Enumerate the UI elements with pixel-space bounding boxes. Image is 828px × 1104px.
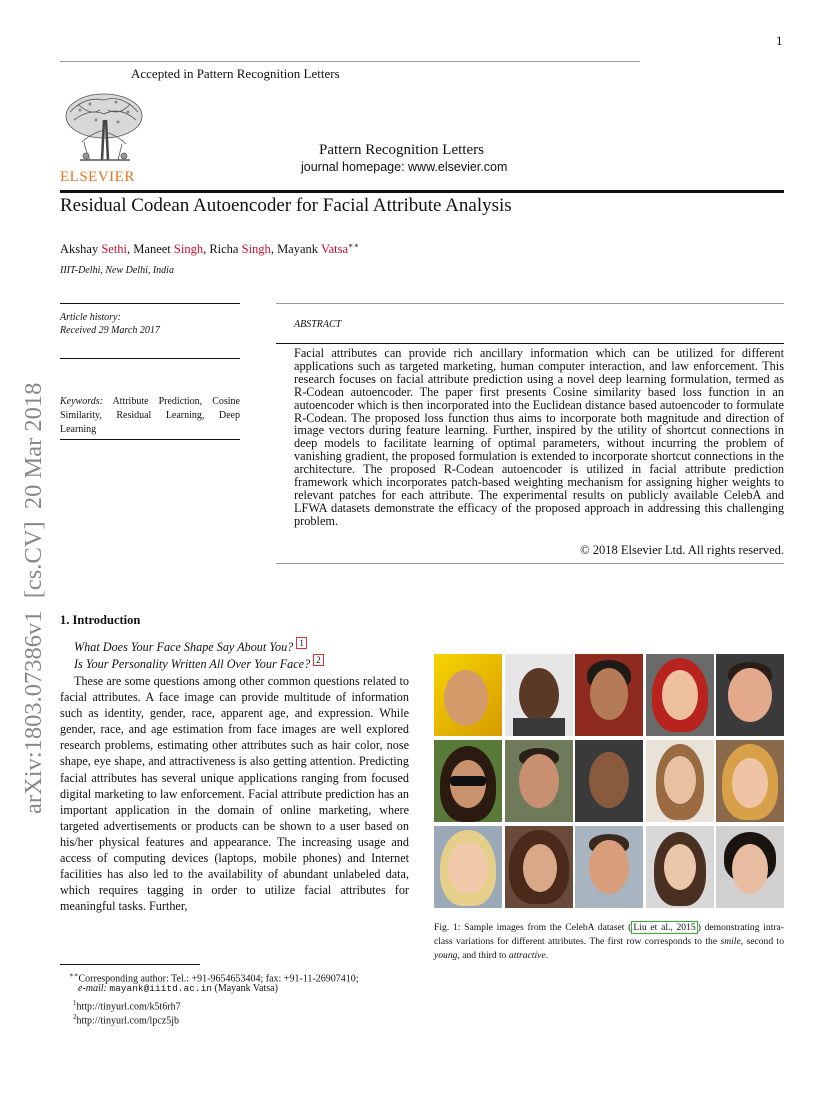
- face-thumbnail: [575, 654, 643, 736]
- paper-title: Residual Codean Autoencoder for Facial Attribute Analysis: [60, 195, 512, 216]
- footnote-email: e-mail: mayank@iiitd.ac.in (Mayank Vatsa): [78, 983, 278, 994]
- author-last-name: Singh: [173, 242, 204, 257]
- author-list: Akshay Sethi, Maneet Singh, Richa Singh, Mayank Vatsa∗∗: [60, 241, 359, 257]
- keywords: Keywords: Attribute Prediction, Cosine Similarity, Residual Learning, Deep Learning: [60, 396, 240, 435]
- face-thumbnail: [505, 654, 573, 736]
- affiliation: IIIT-Delhi, New Delhi, India: [60, 265, 174, 276]
- accepted-note: Accepted in Pattern Recognition Letters: [131, 66, 340, 81]
- face-thumbnail: [716, 654, 784, 736]
- face-thumbnail: [434, 654, 502, 736]
- intro-body: These are some questions among other common questions related to facial attributes. A face image can provide multitude of information such as identity, gender, race, apparent age, and expression. While gender, race, and age estimation from face images are well explored research problems, estimating other attributes such as hair color, nose shape, eye shape, and attractiveness is also getting attention. Predicting facial attributes has several unique applications ranging from focused digital marketing to law enforcement. Facial attribute prediction has an important application in the domain of online marketing, where targeted advertisements or products can be shown to a user based on his/her physical features and appearance. The increasing usage and access of computing devices (laptops, mobile phones) and Internet facilities has also led to the availability of abundant unlabeled data, which requires tagging in order to utilize facial attributes for meaningful tasks. Further,: [60, 674, 409, 914]
- tree-icon: [60, 90, 148, 168]
- history-rule-top: [60, 303, 240, 304]
- article-history-label: Article history:: [60, 312, 121, 323]
- elsevier-logo-text: ELSEVIER: [60, 169, 135, 185]
- email-link[interactable]: mayank@iiitd.ac.in: [109, 983, 213, 994]
- title-rule: [60, 190, 784, 193]
- citation-link[interactable]: Liu et al., 2015: [633, 922, 696, 933]
- journal-name: Pattern Recognition Letters: [319, 142, 484, 158]
- copyright: © 2018 Elsevier Ltd. All rights reserved.: [580, 543, 784, 557]
- face-thumbnail: [575, 740, 643, 822]
- author-last-name: Singh: [241, 242, 271, 257]
- footnote-link-2[interactable]: 2: [313, 654, 324, 666]
- face-thumbnail: [505, 826, 573, 908]
- footnote-corresponding: ∗∗Corresponding author: Tel.: +91-9654653404; fax: +91-11-26907410;: [69, 971, 359, 985]
- header-rule: [60, 61, 640, 62]
- face-thumbnail: [434, 740, 502, 822]
- corresponding-author-mark: ∗∗: [348, 241, 359, 250]
- page-number: 1: [776, 33, 783, 48]
- received-date: Received 29 March 2017: [60, 325, 160, 336]
- elsevier-logo: [60, 90, 148, 186]
- arxiv-stamp: arXiv:1803.07386v1 [cs.CV] 20 Mar 2018: [20, 382, 47, 814]
- section-heading: 1. Introduction: [60, 613, 141, 627]
- abstract-label: ABSTRACT: [294, 319, 342, 330]
- face-thumbnail: [716, 826, 784, 908]
- abstract-text: Facial attributes can provide rich ancillary information which can be utilized for different applications such as targeted marketing, human computer interaction, and law enforcement. This research focuses on facial attribute prediction using a novel deep learning formulation, termed as R-Codean autoencoder. The paper first presents Cosine similarity based loss function in an autoencoder which is then incorporated into the Euclidean distance based autoencoder to formulate R-Codean. The proposed loss function thus aims to incorporate both magnitude and direction of image vectors during feature learning. Further, inspired by the utility of shortcut connections in deep models to facilitate learning of optimal parameters, without incurring the problem of vanishing gradient, the proposed formulation is extended to incorporate shortcut connections in the architecture. The proposed R-Codean autoencoder is utilized in facial attribute prediction framework which incorporates patch-based weighting mechanism for assigning higher weights to relevant patches for each attribute. The experimental results on publicly available CelebA and LFWA datasets demonstrate the efficacy of the proposed approach in addressing this challenging problem.: [294, 346, 784, 528]
- footnote-url[interactable]: http://tinyurl.com/k5t6rh7: [76, 1001, 181, 1013]
- abstract-rule-top: [276, 303, 784, 304]
- face-thumbnail: [505, 740, 573, 822]
- face-thumbnail: [646, 654, 714, 736]
- face-thumbnail: [646, 740, 714, 822]
- face-thumbnail: [434, 826, 502, 908]
- journal-homepage: journal homepage: www.elsevier.com: [301, 160, 508, 174]
- face-thumbnail: [646, 826, 714, 908]
- author-last-name: Sethi: [101, 242, 128, 257]
- abstract-rule-bottom: [276, 563, 784, 564]
- intro-question-2: Is Your Personality Written All Over Your Face? $^2$: [74, 656, 324, 672]
- footnote-rule: [60, 964, 200, 965]
- footnote-2: $^2$http://tinyurl.com/lpcz5jb: [73, 1013, 179, 1027]
- figure-image-grid: [434, 654, 784, 908]
- face-thumbnail: [716, 740, 784, 822]
- history-rule-bottom: [60, 358, 240, 359]
- footnote-url[interactable]: http://tinyurl.com/lpcz5jb: [76, 1015, 179, 1027]
- figure-caption: Fig. 1: Sample images from the CelebA dataset ( Liu et al., 2015 ) demonstrating intra-class variations for different attributes. The first row corresponds to the smile, second to young, and third to attractive.: [434, 922, 785, 961]
- author-last-name: Vatsa: [320, 242, 349, 257]
- footnote-1: $^1$http://tinyurl.com/k5t6rh7: [73, 999, 181, 1013]
- abstract-rule-mid: [276, 343, 784, 344]
- keywords-rule: [60, 439, 240, 440]
- intro-question-1: What Does Your Face Shape Say About You? $^1$: [74, 639, 307, 655]
- footnote-link-1[interactable]: 1: [296, 637, 307, 649]
- face-thumbnail: [575, 826, 643, 908]
